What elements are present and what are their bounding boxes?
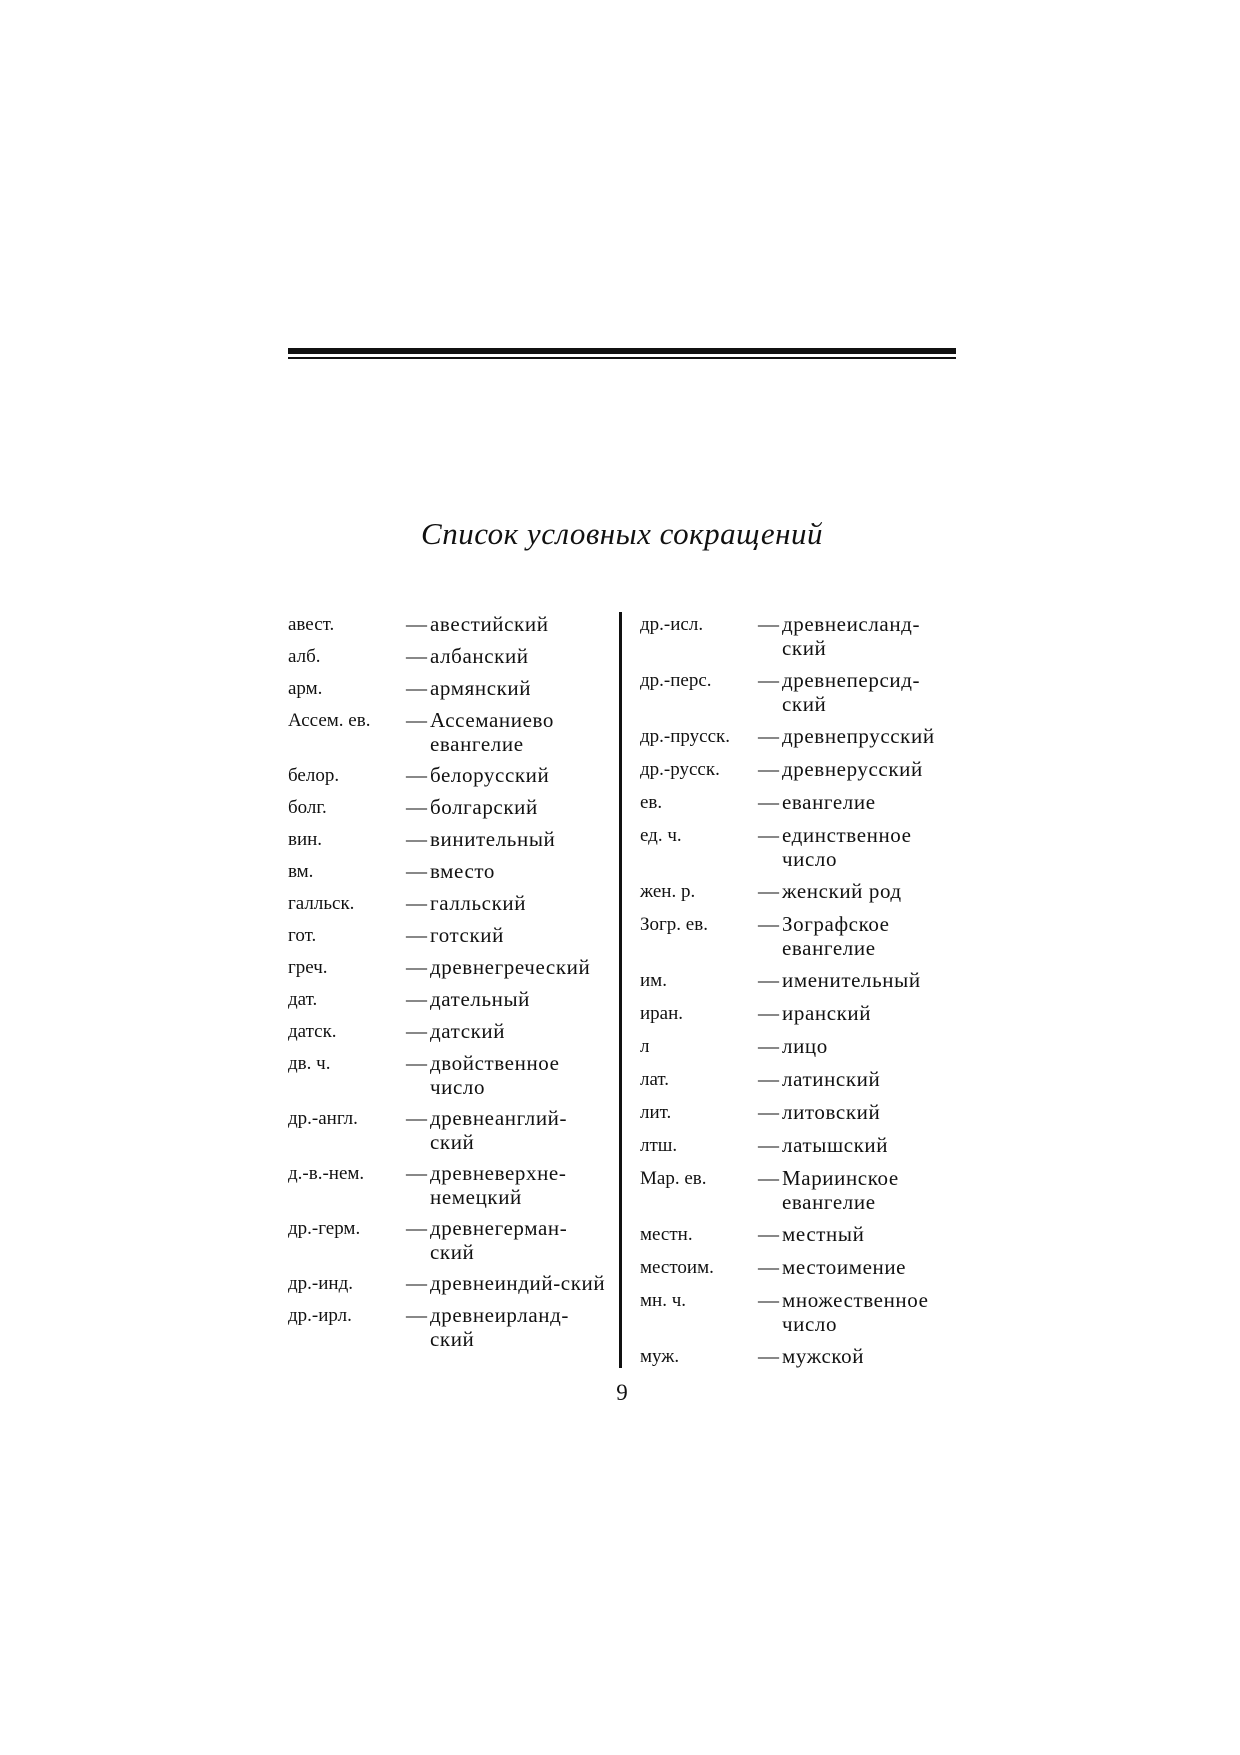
abbreviation-column-left [288, 612, 608, 1351]
abbreviation-entry [640, 1100, 960, 1125]
meaning: древнеиндий-ский [430, 1271, 606, 1295]
abbreviation: им. [640, 970, 667, 991]
dash: — [758, 1001, 779, 1025]
meaning: винительный [430, 827, 556, 851]
abbreviation-entry [640, 1255, 960, 1280]
abbreviation-column-right [640, 612, 960, 1369]
abbreviation: др.-инд. [288, 1273, 353, 1294]
abbreviation: авест. [288, 614, 335, 635]
meaning: Мариинское евангелие [782, 1166, 899, 1214]
abbreviation: др.-исл. [640, 614, 704, 635]
meaning: древнепрусский [782, 724, 935, 748]
abbreviation: местн. [640, 1224, 693, 1245]
dash: — [758, 1133, 779, 1157]
meaning: древнеанглий-ский [430, 1106, 568, 1154]
abbreviation: лат. [640, 1069, 670, 1090]
abbreviation: ед. ч. [640, 825, 682, 846]
meaning: евангелие [782, 790, 876, 814]
abbreviation: др.-русск. [640, 759, 720, 780]
dash: — [406, 795, 427, 819]
abbreviation: алб. [288, 646, 321, 667]
dash: — [406, 644, 427, 668]
abbreviation-entry [288, 644, 608, 669]
abbreviation-entry [288, 1161, 608, 1209]
meaning: белорусский [430, 763, 550, 787]
abbreviation: др.-прусск. [640, 726, 731, 747]
abbreviation-entry [288, 708, 608, 756]
abbreviation: муж. [640, 1346, 680, 1367]
dash: — [406, 987, 427, 1011]
dash: — [406, 708, 427, 732]
dash: — [406, 676, 427, 700]
abbreviation: др.-англ. [288, 1108, 358, 1129]
abbreviation: дв. ч. [288, 1053, 331, 1074]
meaning: древнерусский [782, 757, 923, 781]
meaning: древневерхне-немецкий [430, 1161, 567, 1209]
dash: — [406, 1019, 427, 1043]
abbreviation-entry [288, 859, 608, 884]
meaning: вместо [430, 859, 496, 883]
dash: — [406, 1271, 427, 1295]
abbreviation-entry [288, 763, 608, 788]
meaning: болгарский [430, 795, 538, 819]
abbreviation-entry [288, 891, 608, 916]
abbreviation-entry [288, 923, 608, 948]
abbreviation: др.-герм. [288, 1218, 361, 1239]
abbreviation-entry [640, 1166, 960, 1214]
dash: — [406, 612, 427, 636]
meaning: именительный [782, 968, 921, 992]
dash: — [758, 757, 779, 781]
dash: — [758, 1067, 779, 1091]
abbreviation-entry [640, 1222, 960, 1247]
meaning: лицо [782, 1034, 828, 1058]
abbreviation-entry [640, 790, 960, 815]
abbreviation: греч. [288, 957, 328, 978]
meaning: множественное число [782, 1288, 929, 1336]
abbreviation: л [640, 1036, 650, 1057]
dash: — [758, 912, 779, 936]
abbreviation: местоим. [640, 1257, 714, 1278]
abbreviation-entry [288, 1216, 608, 1264]
abbreviation-entry [288, 987, 608, 1012]
dash: — [758, 724, 779, 748]
abbreviation: ев. [640, 792, 663, 813]
meaning: единственное число [782, 823, 912, 871]
abbreviation: жен. р. [640, 881, 696, 902]
meaning: албанский [430, 644, 529, 668]
dash: — [758, 790, 779, 814]
abbreviation: др.-перс. [640, 670, 712, 691]
column-divider [619, 612, 622, 1368]
dash: — [406, 923, 427, 947]
dash: — [758, 612, 779, 636]
meaning: древнеисланд-ский [782, 612, 921, 660]
abbreviation-entry [640, 724, 960, 749]
abbreviation: др.-ирл. [288, 1305, 352, 1326]
dash: — [406, 827, 427, 851]
meaning: древнеирланд-ский [430, 1303, 569, 1351]
meaning: литовский [782, 1100, 881, 1124]
abbreviation: вм. [288, 861, 314, 882]
page-title: Список условных сокращений [421, 516, 823, 551]
abbreviation: лтш. [640, 1135, 678, 1156]
abbreviation-entry [288, 827, 608, 852]
meaning: иранский [782, 1001, 872, 1025]
meaning: армянский [430, 676, 532, 700]
abbreviation: мн. ч. [640, 1290, 686, 1311]
abbreviation: иран. [640, 1003, 684, 1024]
dash: — [758, 1166, 779, 1190]
dash: — [758, 823, 779, 847]
abbreviation-entry [288, 1271, 608, 1296]
meaning: двойственное число [430, 1051, 560, 1099]
abbreviation-entry [640, 612, 960, 660]
abbreviation-entry [640, 757, 960, 782]
meaning: местный [782, 1222, 865, 1246]
abbreviation: галльск. [288, 893, 355, 914]
abbreviation-entry [640, 1001, 960, 1026]
abbreviation: болг. [288, 797, 327, 818]
dash: — [406, 763, 427, 787]
abbreviation: д.-в.-нем. [288, 1163, 365, 1184]
abbreviation-entry [640, 1133, 960, 1158]
abbreviation: дат. [288, 989, 318, 1010]
abbreviation: лит. [640, 1102, 672, 1123]
header-rule-thin [288, 357, 956, 359]
meaning: древнегерман-ский [430, 1216, 568, 1264]
abbreviation-entry [288, 955, 608, 980]
abbreviation-entry [288, 795, 608, 820]
meaning: древнеперсид-ский [782, 668, 921, 716]
dash: — [758, 1344, 779, 1368]
meaning: датский [430, 1019, 506, 1043]
dash: — [758, 1100, 779, 1124]
dash: — [758, 968, 779, 992]
dash: — [758, 1034, 779, 1058]
abbreviation-entry [640, 968, 960, 993]
abbreviation: вин. [288, 829, 323, 850]
meaning: латинский [782, 1067, 881, 1091]
abbreviation-entry [640, 668, 960, 716]
abbreviation-entry [288, 1051, 608, 1099]
header-rule-thick [288, 348, 956, 354]
dash: — [406, 891, 427, 915]
dash: — [406, 1161, 427, 1185]
abbreviation-entry [640, 879, 960, 904]
dash: — [406, 859, 427, 883]
dash: — [758, 668, 779, 692]
abbreviation: Зогр. ев. [640, 914, 708, 935]
meaning: галльский [430, 891, 527, 915]
dash: — [758, 1288, 779, 1312]
abbreviation: белор. [288, 765, 340, 786]
abbreviation-entry [640, 1067, 960, 1092]
dash: — [406, 1051, 427, 1075]
dash: — [758, 1222, 779, 1246]
dash: — [406, 1106, 427, 1130]
meaning: женский род [782, 879, 902, 903]
dash: — [758, 1255, 779, 1279]
abbreviation: арм. [288, 678, 323, 699]
dash: — [406, 1303, 427, 1327]
abbreviation-entry [288, 676, 608, 701]
meaning: мужской [782, 1344, 865, 1368]
abbreviation-entry [640, 823, 960, 871]
abbreviation-entry [288, 1019, 608, 1044]
abbreviation-entry [640, 912, 960, 960]
abbreviation-entry [288, 1106, 608, 1154]
meaning: латышский [782, 1133, 889, 1157]
dash: — [406, 1216, 427, 1240]
dash: — [406, 955, 427, 979]
abbreviation: гот. [288, 925, 317, 946]
abbreviation-entry [640, 1034, 960, 1059]
meaning: авестийский [430, 612, 549, 636]
meaning: древнегреческий [430, 955, 591, 979]
abbreviation-entry [640, 1288, 960, 1336]
meaning: дательный [430, 987, 531, 1011]
meaning: готский [430, 923, 504, 947]
meaning: Зографское евангелие [782, 912, 890, 960]
abbreviation-entry [288, 612, 608, 637]
abbreviation-entry [288, 1303, 608, 1351]
abbreviation: Ассем. ев. [288, 710, 371, 731]
page-number: 9 [616, 1380, 628, 1405]
dash: — [758, 879, 779, 903]
abbreviation: Мар. ев. [640, 1168, 707, 1189]
abbreviation-entry [640, 1344, 960, 1369]
abbreviation: датск. [288, 1021, 337, 1042]
meaning: местоимение [782, 1255, 907, 1279]
meaning: Ассеманиево евангелие [430, 708, 554, 756]
